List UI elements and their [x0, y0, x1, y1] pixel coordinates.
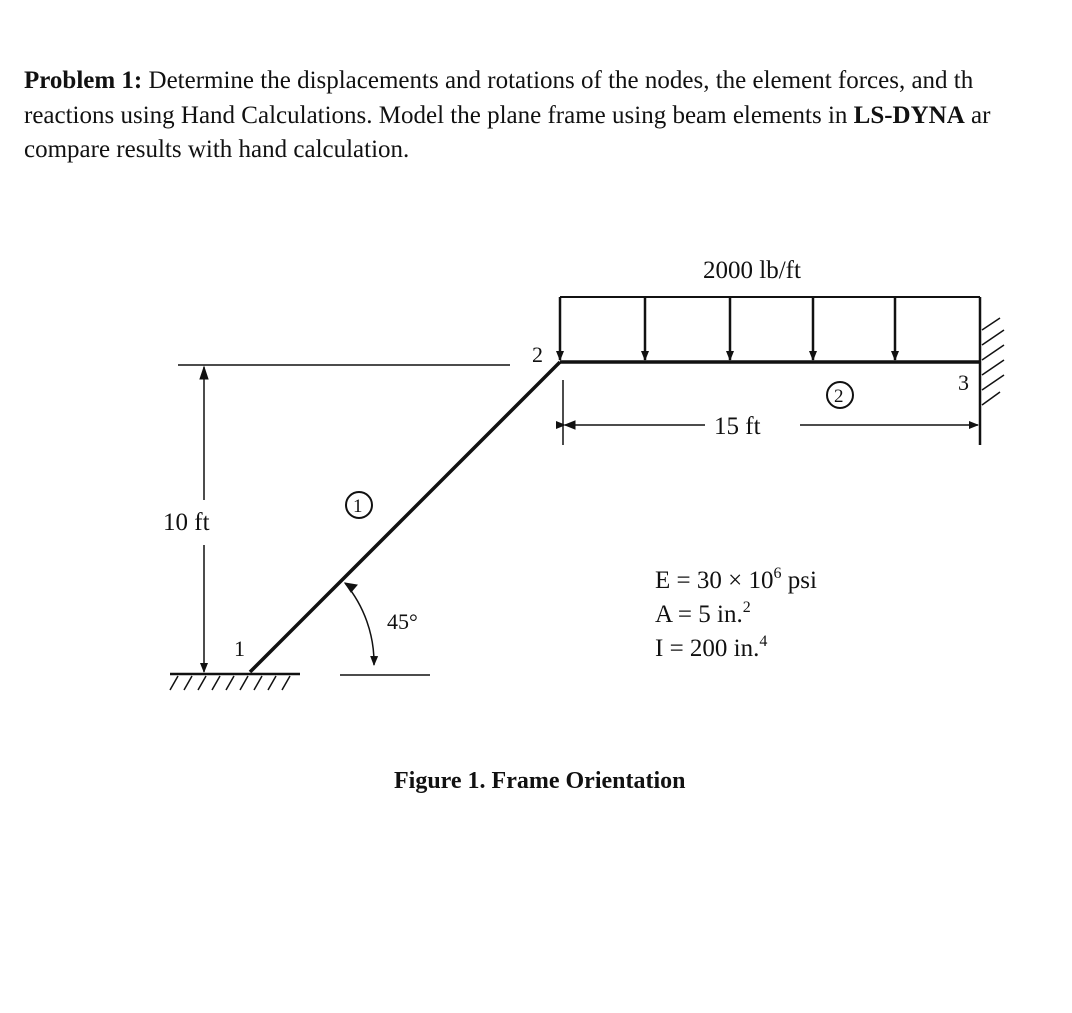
angle-arc [345, 583, 374, 665]
problem-text-line2-end: ar [964, 101, 991, 129]
material-properties [655, 565, 817, 662]
node-2-label: 2 [532, 342, 543, 367]
load-label: 2000 lb/ft [703, 257, 801, 284]
node-3-label: 3 [958, 370, 969, 395]
area-property: A = 5 in.$^2$ [655, 599, 751, 628]
ground-hatch [170, 676, 290, 690]
modulus-property: $E = 30 \times 10^6$ psi [655, 565, 817, 594]
figure-caption: Figure 1. Frame Orientation [394, 768, 686, 794]
software-name: LS-DYNA [853, 101, 965, 129]
node-1-label: 1 [234, 636, 245, 661]
problem-text-line3: compare results with hand calculation. [24, 136, 410, 163]
inertia-property: I = 200 in.$^4$ [655, 633, 768, 662]
wall-hatch [982, 318, 1004, 405]
element-1-label: 1 [353, 496, 363, 517]
problem-text-line2: reactions using Hand Calculations. Model the plane frame using beam elements in [24, 101, 854, 129]
height-label: 10 ft [163, 509, 210, 536]
element-2-label: 2 [834, 386, 844, 407]
problem-label: Problem 1: [24, 67, 143, 94]
span-label: 15 ft [714, 413, 761, 440]
load-arrows [560, 297, 895, 360]
problem-text-line1: Determine the displacements and rotations of the nodes, the element forces, and th [142, 67, 974, 94]
angle-label: 45° [387, 609, 418, 634]
